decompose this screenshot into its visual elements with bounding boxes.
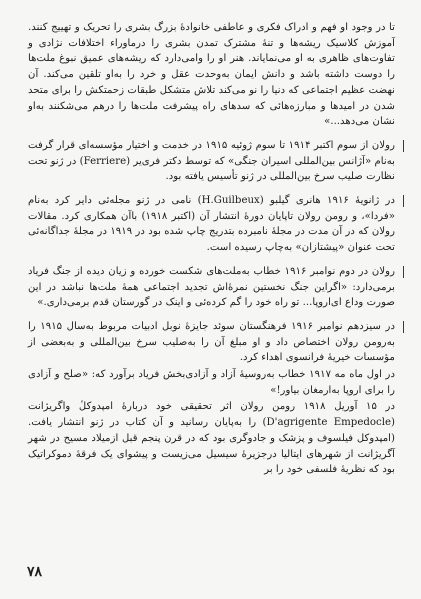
paragraph-3-text: در ژانویهٔ ۱۹۱۶ هانری گیلبو (H.Guilbeux) نامی در ژنو مجله‌ئی دایر کرد به‌نام «فردا»، و رومن رولان تاپایان دورهٔ انتشار آن (اکتبر ۱۹۱۸) با‌آن همکاری کرد. مقالات رولان که در آن مدت در مجلهٔ نامبرده بتدریج چاپ شده بود در ۱۹۱۹ در مجلهٔ جداگانه‌ئی تحت عنوان «پیشتازان» به‌چاپ رسیده است. bbox=[28, 195, 396, 254]
paragraph-7: در ۱۵ آوریل ۱۹۱۸ رومن رولان اثر تحقیقی خود دربارهٔ امپدوکلٔ واگریژانت (D'agrigente Empedocle) را به‌پایان رسانید و آن کتاب در ژنو انتشار یافت. (امپدوکل فیلسوف و پزشک و جادوگری بود که در قرن پنجم قبل ازمیلاد مسیح در شهر آگریژانت از شهرهای ایتالیا درجزیرهٔ سیسیل می‌زیست و پیشوای یک فرقهٔ دموکراتیک بود که نظریهٔ فلسفی خود را بر bbox=[28, 401, 395, 476]
paragraph-5 bbox=[28, 319, 395, 366]
paragraph-2-text: رولان از سوم اکتبر ۱۹۱۴ تا سوم ژوئیه ۱۹۱۵ در خدمت و اختیار مؤسسه‌ای قرار گرفت به‌نام «آژانس بین‌المللی اسیران جنگی» که توسط دکتر فری‌یر (Ferriere) در ژنو تحت نظارت صلیب سرخ بین‌المللی در ژنو تأسیس یافته بود. bbox=[28, 139, 395, 183]
paragraph-1: تا در وجود او فهم و ادراک فکری و عاطفی خانوادهٔ بزرگ بشری را تحریک و تهییج کنند. آموزش کلاسیک ریشه‌ها و تنهٔ مشترک تمدن بشری را درماوراء اختلافات نژادی و تفاوت‌های ظاهری به او می‌نمایاند. هنر او را وامی‌دارد که ریشه‌های عمیق نبوغ ملت‌ها را دوست داشته باشد و دانش ایمان به‌وحدت عقل و خرد را به‌او تلقین می‌کند. آن نهضت عظیم اجتماعی که دنیا را نو می‌کند تلاش متشکل طبقات زحمتکش را برای متحد شدن در امیدها و مبارزه‌هائی که سدهای راه پیشرفت ملت‌ها را درهم می‌شکنند به‌او نشان می‌دهد...» bbox=[28, 22, 395, 128]
margin-mark bbox=[400, 321, 404, 333]
paragraph-5-text: در سیزدهم نوامبر ۱۹۱۶ فرهنگستان سوئد جایزهٔ نوبل ادبیات مربوط به‌سال ۱۹۱۵ را به‌رومن رولان اختصاص داد و او مبلغ آن را به‌صلیب سرخ بین‌المللی و به‌بعضی از مؤسسات خیریهٔ فرانسوی اهداء کرد. bbox=[28, 320, 395, 364]
body-text bbox=[28, 20, 395, 478]
paragraph-3 bbox=[28, 193, 395, 256]
page-number: ۷۸ bbox=[27, 564, 43, 580]
paragraph-6: در اول ماه مه ۱۹۱۷ خطاب به‌روسیهٔ آزاد و آزادی‌بخش فریاد برآورد که: «صلح و آزادی را برای اروپا به‌ارمغان بیاور!» bbox=[28, 369, 395, 396]
margin-mark bbox=[400, 195, 404, 207]
paragraph-4-text: رولان در دوم نوامبر ۱۹۱۶ خطاب به‌ملت‌های شکست خورده و زیان دیده از جنگ فریاد برمی‌دارد: «اگراین جنگ نخستین نمرهٔ‌اش تجدید اجتماعی همهٔ ملت‌ها نباشد در این صورت وداع ای‌اروپا... تو راه خود را گم کرده‌ئی و اینک در گورستان قدم برمی‌داری.» bbox=[28, 265, 395, 309]
margin-mark bbox=[400, 140, 404, 152]
margin-mark bbox=[400, 266, 404, 278]
paragraph-4 bbox=[28, 264, 395, 311]
paragraph-2 bbox=[28, 138, 395, 185]
